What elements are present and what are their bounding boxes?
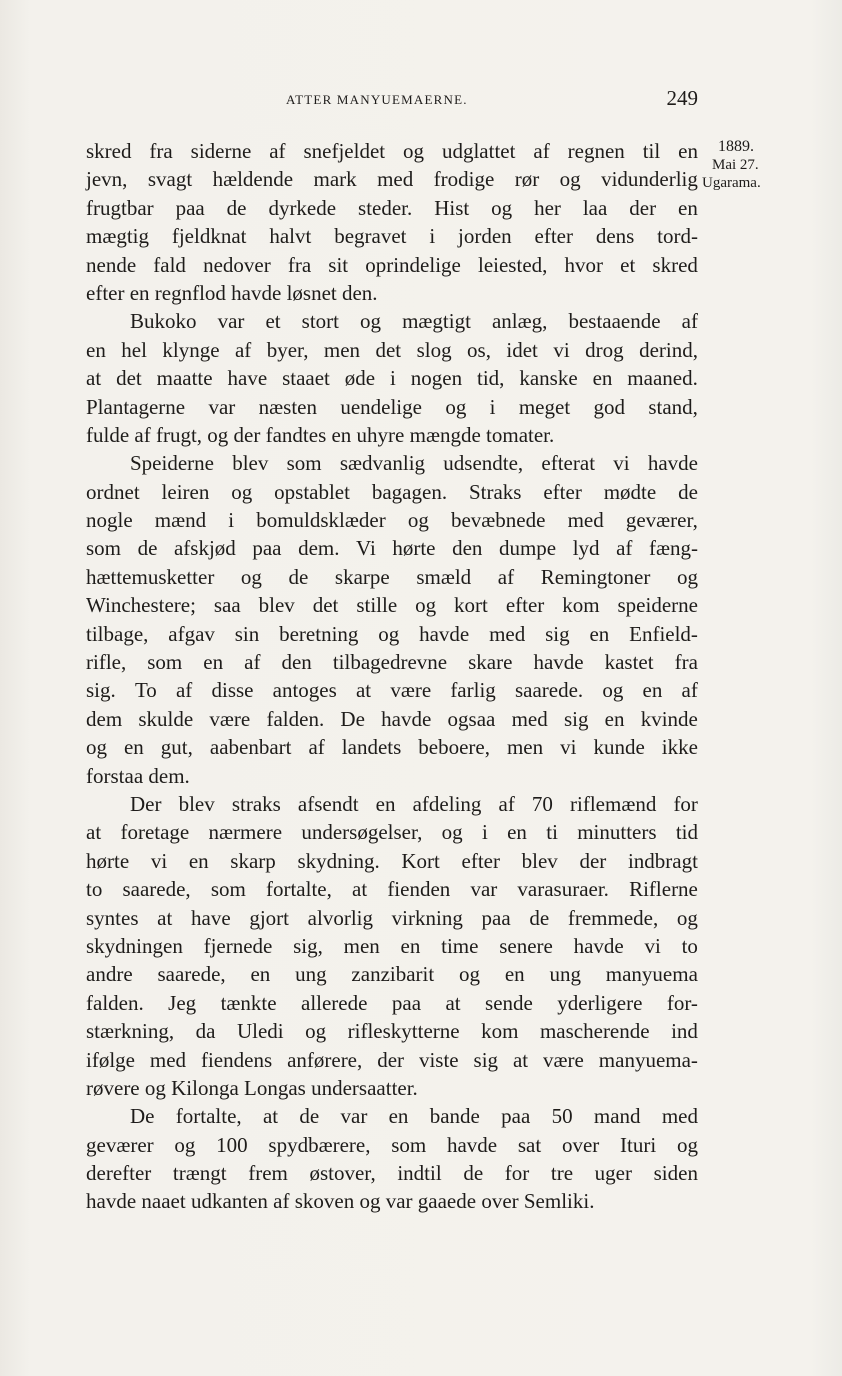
paragraph-3 — [86, 449, 698, 790]
paragraph-4 — [86, 790, 698, 1102]
text-line: som de afskjød paa dem. Vi hørte den dumpe lyd af fæng- — [86, 536, 698, 561]
text-line: at foretage nærmere undersøgelser, og i en ti minutters tid — [86, 820, 698, 845]
text-line: og en gut, aabenbart af landets beboere, men vi kunde ikke — [86, 735, 698, 760]
text-line: falden. Jeg tænkte allerede paa at sende yderligere for- — [86, 990, 698, 1015]
text-line: Winchestere; saa blev det stille og kort efter kom speiderne — [86, 593, 698, 618]
text-line: ifølge med fiendens anførere, der viste sig at være manyuema- — [86, 1047, 698, 1072]
paragraph-1 — [86, 137, 698, 307]
text-line: dem skulde være falden. De havde ogsaa med sig en kvinde — [86, 706, 698, 731]
margin-note-date: Mai 27. — [712, 157, 759, 173]
margin-note-place: Ugarama. — [702, 175, 761, 191]
text-line: nogle mænd i bomuldsklæder og bevæbnede med geværer, — [86, 508, 698, 533]
running-head: ATTER MANYUEMAERNE. — [286, 92, 468, 107]
text-line: skydningen fjernede sig, men en time senere havde vi to — [86, 933, 698, 958]
text-line: geværer og 100 spydbærere, som havde sat over Ituri og — [86, 1132, 698, 1157]
text-line: andre saarede, en ung zanzibarit og en ung manyuema — [86, 962, 698, 987]
text-line: nende fald nedover fra sit oprindelige leiested, hvor et skred — [86, 252, 698, 277]
page-number: 249 — [666, 86, 698, 110]
text-line: syntes at have gjort alvorlig virkning paa de fremmede, og — [86, 905, 698, 930]
text-line: havde naaet udkanten af skoven og var gaaede over Semliki. — [86, 1189, 595, 1214]
text-line: to saarede, som fortalte, at fienden var varasuraer. Riflerne — [86, 877, 698, 902]
text-line: skred fra siderne af snefjeldet og udglattet af regnen til en — [86, 139, 698, 163]
text-line: De fortalte, at de var en bande paa 50 mand med — [130, 1104, 698, 1129]
text-line: fulde af frugt, og der fandtes en uhyre mængde tomater. — [86, 422, 555, 447]
text-line: efter en regnflod havde løsnet den. — [86, 280, 378, 305]
text-line: ordnet leiren og opstablet bagagen. Straks efter mødte de — [86, 479, 698, 504]
text-line: hørte vi en skarp skydning. Kort efter blev der indbragt — [86, 848, 698, 873]
text-line: Plantagerne var næsten uendelige og i meget god stand, — [86, 394, 698, 419]
body-text — [86, 137, 698, 1216]
text-line: Der blev straks afsendt en afdeling af 70 riflemænd for — [130, 791, 698, 816]
paragraph-2 — [86, 307, 698, 449]
text-line: jevn, svagt hældende mark med frodige rør og vidunderlig — [86, 167, 698, 192]
text-line: røvere og Kilonga Longas undersaatter. — [86, 1075, 418, 1100]
text-line: at det maatte have staaet øde i nogen tid, kanske en maaned. — [86, 366, 698, 391]
text-line: en hel klynge af byer, men det slog os, idet vi drog derind, — [86, 337, 698, 362]
margin-note — [702, 138, 812, 192]
text-line: frugtbar paa de dyrkede steder. Hist og her laa der en — [86, 195, 698, 220]
text-line: Bukoko var et stort og mægtigt anlæg, bestaaende af — [130, 309, 698, 334]
text-line: stærkning, da Uledi og rifleskytterne kom mascherende ind — [86, 1019, 698, 1044]
text-line: sig. To af disse antoges at være farlig saarede. og en af — [86, 678, 698, 703]
text-line: Speiderne blev som sædvanlig udsendte, efterat vi havde — [130, 451, 698, 476]
margin-note-year: 1889. — [718, 138, 754, 155]
text-line: tilbage, afgav sin beretning og havde med sig en Enfield- — [86, 621, 698, 646]
text-line: hættemusketter og de skarpe smæld af Remingtoner og — [86, 564, 698, 589]
page-header — [86, 88, 698, 114]
text-line: derefter trængt frem østover, indtil de for tre uger siden — [86, 1161, 698, 1186]
text-line: rifle, som en af den tilbagedrevne skare havde kastet fra — [86, 650, 698, 675]
text-line: forstaa dem. — [86, 763, 190, 788]
paragraph-5 — [86, 1102, 698, 1216]
text-line: mægtig fjeldknat halvt begravet i jorden efter dens tord- — [86, 224, 698, 249]
